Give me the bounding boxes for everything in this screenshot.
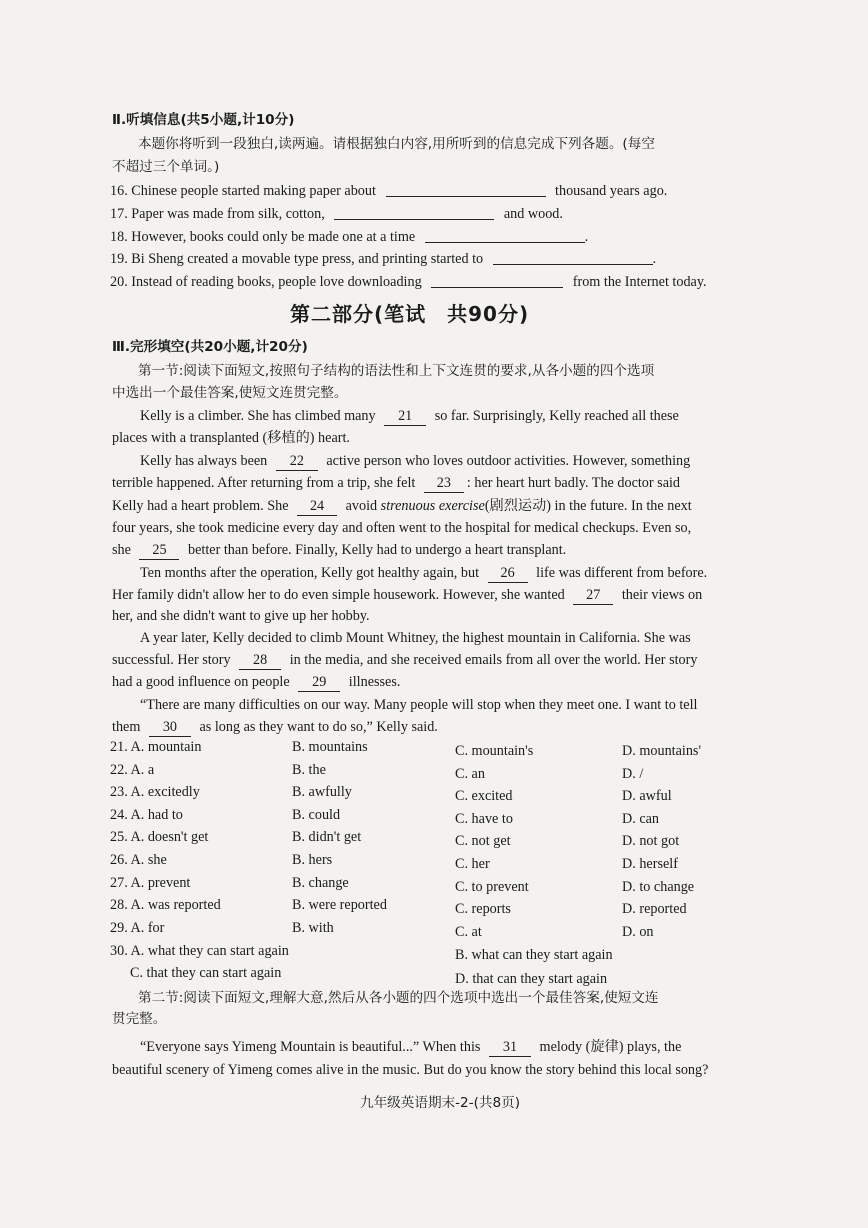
q16-text-end: thousand years ago.	[555, 183, 668, 199]
passage-text: life was different from before.	[536, 565, 708, 581]
option-27-c[interactable]: C. to prevent	[455, 878, 529, 895]
blank-31[interactable]: 31	[489, 1039, 531, 1057]
blank-27[interactable]: 27	[573, 587, 613, 605]
option-23-c[interactable]: C. excited	[455, 788, 513, 805]
passage-line: beautiful scenery of Yimeng comes alive in the music. But do you know the story behind this local song?	[112, 1062, 709, 1078]
passage-line	[140, 1037, 681, 1057]
passage-text: active person who loves outdoor activities. However, something	[326, 453, 691, 469]
passage-text: Ten months after the operation, Kelly got healthy again, but	[140, 565, 480, 581]
option-29-c[interactable]: C. at	[455, 923, 482, 940]
passage-line	[112, 473, 680, 493]
option-25-b[interactable]: B. didn't get	[292, 829, 362, 846]
option-24-b[interactable]: B. could	[292, 806, 341, 823]
option-27-d[interactable]: D. to change	[622, 878, 695, 895]
q19-blank[interactable]	[493, 249, 653, 265]
q18-text-end: .	[584, 229, 589, 245]
option-22-d[interactable]: D. /	[622, 765, 644, 782]
passage-text: Kelly had a heart problem. She	[112, 498, 289, 514]
q16-text: 16. Chinese people started making paper about	[110, 183, 376, 199]
q18-text: 18. However, books could only be made one at a time	[110, 229, 416, 245]
passage-text: avoid	[345, 498, 378, 514]
option-24-c[interactable]: C. have to	[455, 810, 513, 827]
blank-22[interactable]: 22	[276, 453, 318, 471]
passage-text: terrible happened. After returning from a trip, she felt	[112, 475, 416, 491]
option-28-d[interactable]: D. reported	[622, 901, 687, 918]
blank-29[interactable]: 29	[298, 674, 340, 692]
passage-italic: strenuous exercise	[380, 498, 485, 514]
passage-text: melody (旋律) plays, the	[539, 1039, 682, 1055]
question-20	[110, 272, 707, 292]
page-footer: 九年级英语期末-2-(共8页)	[360, 1095, 521, 1111]
option-21-a[interactable]: 21. A. mountain	[110, 739, 202, 755]
option-27-a[interactable]: 27. A. prevent	[110, 874, 191, 891]
section-one-instruction-cont: 中选出一个最佳答案,使短文连贯完整。	[112, 385, 348, 401]
passage-text: : her heart hurt badly. The doctor said	[466, 475, 681, 491]
option-28-b[interactable]: B. were reported	[292, 897, 387, 914]
passage-text: Her family didn't allow her to do even simple housework. However, she wanted	[112, 587, 565, 603]
listening-instruction-cont: 不超过三个单词。)	[112, 159, 220, 175]
option-22-c[interactable]: C. an	[455, 765, 485, 782]
passage-line	[112, 672, 400, 692]
listening-instruction: 本题你将听到一段独白,读两遍。请根据独白内容,用所听到的信息完成下列各题。(每空	[138, 136, 655, 152]
passage-line: “There are many difficulties on our way. Many people will stop when they meet one. I want to tell	[140, 697, 698, 713]
option-23-a[interactable]: 23. A. excitedly	[110, 784, 200, 801]
q17-text: 17. Paper was made from silk, cotton,	[110, 206, 325, 222]
option-21-c[interactable]: C. mountain's	[455, 743, 534, 759]
passage-text: so far. Surprisingly, Kelly reached all these	[434, 408, 679, 424]
option-21-d[interactable]: D. mountains'	[622, 743, 702, 759]
passage-line	[140, 406, 679, 426]
option-26-d[interactable]: D. herself	[622, 856, 678, 872]
passage-line	[112, 650, 697, 670]
passage-text: she	[112, 542, 131, 558]
q18-blank[interactable]	[425, 227, 585, 243]
blank-25[interactable]: 25	[139, 542, 179, 560]
passage-text: as long as they want to do so,” Kelly said.	[199, 719, 438, 735]
option-27-b[interactable]: B. change	[292, 874, 349, 891]
passage-line: places with a transplanted (移植的) heart.	[112, 430, 350, 446]
passage-line	[140, 451, 690, 471]
passage-text: “Everyone says Yimeng Mountain is beautiful...” When this	[140, 1039, 481, 1055]
option-29-b[interactable]: B. with	[292, 919, 334, 936]
passage-line: four years, she took medicine every day and often went to the hospital for medical checkups. Even so,	[112, 520, 692, 536]
cloze-title: Ⅲ.完形填空(共20小题,计20分)	[112, 339, 308, 355]
option-30-a[interactable]: 30. A. what they can start again	[110, 943, 289, 959]
option-28-a[interactable]: 28. A. was reported	[110, 897, 221, 914]
option-24-a[interactable]: 24. A. had to	[110, 806, 183, 823]
passage-line	[112, 540, 566, 560]
section-two-instruction: 第二节:阅读下面短文,理解大意,然后从各小题的四个选项中选出一个最佳答案,使短文连	[138, 990, 659, 1006]
q17-text-end: and wood.	[503, 206, 563, 222]
question-18	[110, 227, 588, 247]
q20-text: 20. Instead of reading books, people love downloading	[110, 274, 422, 290]
passage-line	[140, 563, 707, 583]
option-29-d[interactable]: D. on	[622, 923, 654, 940]
q19-text: 19. Bi Sheng created a movable type press, and printing started to	[110, 251, 484, 267]
option-25-c[interactable]: C. not get	[455, 833, 511, 850]
passage-text: illnesses.	[348, 674, 401, 690]
q17-blank[interactable]	[334, 204, 494, 220]
passage-line: her, and she didn't want to give up her hobby.	[112, 608, 370, 624]
q19-text-end: .	[652, 251, 657, 267]
option-25-d[interactable]: D. not got	[622, 833, 680, 850]
option-30-d[interactable]: D. that can they start again	[455, 971, 608, 987]
passage-line	[112, 585, 702, 605]
blank-23[interactable]: 23	[424, 475, 464, 493]
passage-text: had a good influence on people	[112, 674, 290, 690]
option-30-b[interactable]: B. what can they start again	[455, 947, 613, 963]
option-28-c[interactable]: C. reports	[455, 901, 511, 918]
passage-text: Kelly is a climber. She has climbed many	[140, 408, 376, 424]
option-29-a[interactable]: 29. A. for	[110, 919, 165, 936]
option-23-b[interactable]: B. awfully	[292, 784, 352, 801]
section-two-instruction-cont: 贯完整。	[112, 1011, 167, 1027]
blank-21[interactable]: 21	[384, 408, 426, 426]
q16-blank[interactable]	[386, 181, 546, 197]
passage-text: their views on	[621, 587, 703, 603]
q20-blank[interactable]	[431, 272, 563, 288]
question-16	[110, 181, 667, 201]
option-26-c[interactable]: C. her	[455, 856, 490, 872]
passage-text: in the media, and she received emails from all over the world. Her story	[289, 652, 698, 668]
passage-line	[112, 496, 692, 516]
option-30-c[interactable]: C. that they can start again	[130, 965, 282, 981]
option-22-a[interactable]: 22. A. a	[110, 761, 155, 778]
option-22-b[interactable]: B. the	[292, 761, 326, 778]
passage-text: successful. Her story	[112, 652, 231, 668]
blank-30[interactable]: 30	[149, 719, 191, 737]
passage-text: (剧烈运动) in the future. In the next	[484, 498, 692, 514]
option-26-b[interactable]: B. hers	[292, 852, 333, 868]
passage-line	[112, 717, 438, 737]
question-17	[110, 204, 563, 224]
section-one-instruction: 第一节:阅读下面短文,按照句子结构的语法性和上下文连贯的要求,从各小题的四个选项	[138, 363, 655, 379]
option-26-a[interactable]: 26. A. she	[110, 852, 167, 868]
passage-line: A year later, Kelly decided to climb Mount Whitney, the highest mountain in California. She was	[140, 630, 691, 646]
question-19	[110, 249, 656, 269]
passage-text: better than before. Finally, Kelly had to undergo a heart transplant.	[188, 542, 567, 558]
option-23-d[interactable]: D. awful	[622, 788, 672, 805]
blank-24[interactable]: 24	[297, 498, 337, 516]
listening-title: Ⅱ.听填信息(共5小题,计10分)	[112, 112, 295, 128]
option-25-a[interactable]: 25. A. doesn't get	[110, 829, 209, 846]
blank-28[interactable]: 28	[239, 652, 281, 670]
part-two-title: 第二部分(笔试 共90分)	[290, 302, 530, 326]
passage-text: Kelly has always been	[140, 453, 268, 469]
option-24-d[interactable]: D. can	[622, 810, 660, 827]
q20-text-end: from the Internet today.	[572, 274, 707, 290]
passage-text: them	[112, 719, 141, 735]
option-21-b[interactable]: B. mountains	[292, 739, 368, 755]
blank-26[interactable]: 26	[488, 565, 528, 583]
